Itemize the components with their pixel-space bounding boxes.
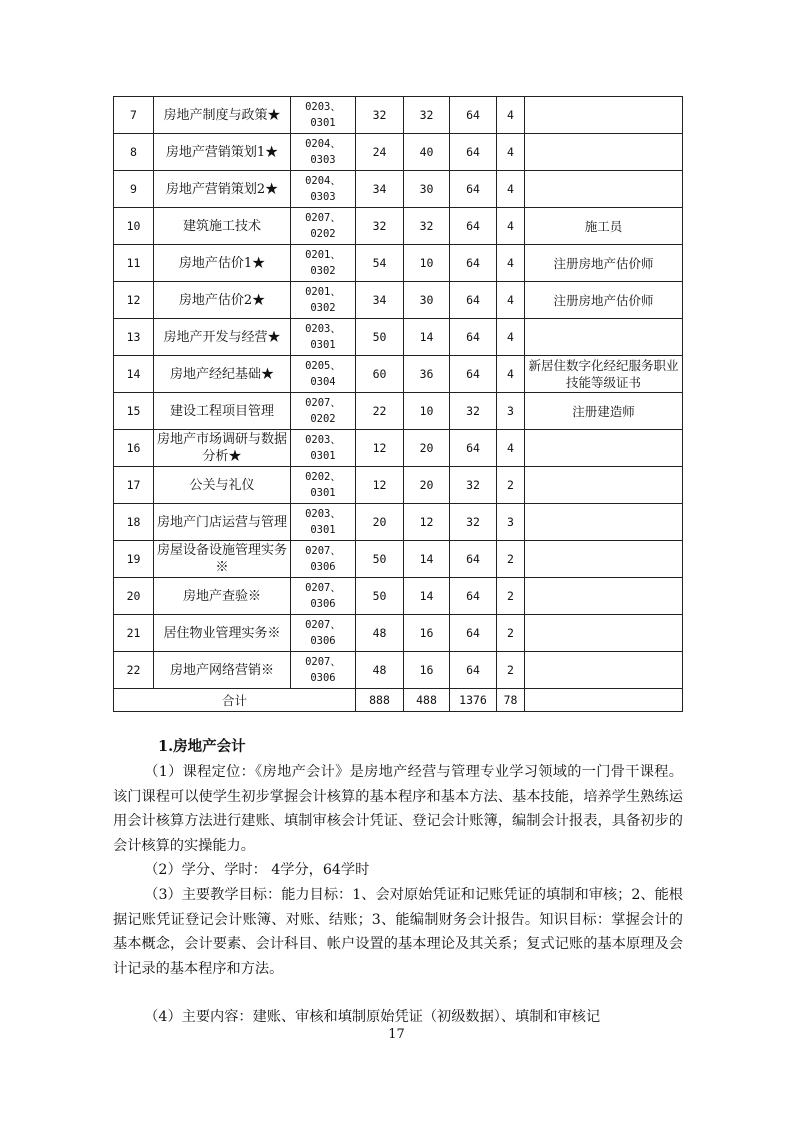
- total-hours-cell: 32: [450, 467, 497, 504]
- code-line-1: 0207、: [305, 397, 341, 409]
- row-number-cell: 7: [114, 97, 154, 134]
- code-line-2: 0303: [310, 154, 336, 166]
- code-line-2: 0301: [310, 487, 336, 499]
- row-number-cell: 19: [114, 541, 154, 578]
- course-name-cell: 房地产营销策划1★: [154, 134, 291, 171]
- course-name-cell: 房地产营销策划2★: [154, 171, 291, 208]
- practice-hours-cell: 16: [404, 615, 450, 652]
- total-hours-cell: 64: [450, 356, 497, 393]
- certificate-cell: 注册房地产估价师: [525, 245, 683, 282]
- course-name-cell: 房屋设备设施管理实务※: [154, 541, 291, 578]
- course-name-cell: 房地产门店运营与管理: [154, 504, 291, 541]
- table-row: [114, 319, 683, 356]
- practice-hours-cell: 12: [404, 504, 450, 541]
- row-number-cell: 15: [114, 393, 154, 430]
- total-hours-cell: 64: [450, 578, 497, 615]
- code-cell: [291, 541, 356, 578]
- course-name-cell: 房地产经纪基础★: [154, 356, 291, 393]
- total-row: [114, 689, 683, 712]
- code-line-2: 0301: [310, 524, 336, 536]
- certificate-cell: [525, 171, 683, 208]
- code-cell: [291, 356, 356, 393]
- theory-hours-cell: 22: [356, 393, 404, 430]
- row-number-cell: 16: [114, 430, 154, 467]
- course-name-cell: 房地产网络营销※: [154, 652, 291, 689]
- credits-cell: 4: [497, 97, 525, 134]
- theory-hours-cell: 32: [356, 208, 404, 245]
- course-name-cell: 房地产制度与政策★: [154, 97, 291, 134]
- code-line-2: 0302: [310, 302, 336, 314]
- row-number-cell: 22: [114, 652, 154, 689]
- code-cell: [291, 652, 356, 689]
- practice-hours-cell: 14: [404, 319, 450, 356]
- total-hours-cell: 64: [450, 430, 497, 467]
- credits-cell: 4: [497, 319, 525, 356]
- credits-cell: 2: [497, 467, 525, 504]
- code-cell: [291, 504, 356, 541]
- code-line-1: 0203、: [305, 508, 341, 520]
- course-name-cell: 建筑施工技术: [154, 208, 291, 245]
- theory-hours-cell: 24: [356, 134, 404, 171]
- practice-hours-cell: 40: [404, 134, 450, 171]
- course-name-cell: 居住物业管理实务※: [154, 615, 291, 652]
- practice-hours-cell: 10: [404, 245, 450, 282]
- code-line-2: 0304: [310, 376, 336, 388]
- total-theory-cell: 888: [356, 689, 404, 712]
- certificate-cell: 新居住数字化经纪服务职业技能等级证书: [525, 356, 683, 393]
- practice-hours-cell: 36: [404, 356, 450, 393]
- credits-cell: 2: [497, 541, 525, 578]
- practice-hours-cell: 30: [404, 171, 450, 208]
- row-number-cell: 10: [114, 208, 154, 245]
- code-line-1: 0203、: [305, 434, 341, 446]
- table-row: [114, 282, 683, 319]
- course-positioning-paragraph: （1）课程定位：《房地产会计》是房地产经营与管理专业学习领域的一门骨干课程。该门课程可以使学生初步掌握会计核算的基本程序和基本方法、基本技能，培养学生熟练运用会计核算方法进行建账、填制审核会计凭证、登记会计账簿，编制会计报表，具备初步的会计核算的实操能力。: [113, 764, 683, 854]
- code-line-1: 0204、: [305, 175, 341, 187]
- table-row: [114, 430, 683, 467]
- course-name-cell: 房地产市场调研与数据分析★: [154, 430, 291, 467]
- theory-hours-cell: 32: [356, 97, 404, 134]
- certificate-cell: [525, 615, 683, 652]
- credits-cell: 3: [497, 504, 525, 541]
- certificate-cell: 施工员: [525, 208, 683, 245]
- total-label-cell: 合计: [114, 689, 356, 712]
- row-number-cell: 17: [114, 467, 154, 504]
- theory-hours-cell: 50: [356, 319, 404, 356]
- code-line-1: 0207、: [305, 582, 341, 594]
- code-cell: [291, 578, 356, 615]
- table-row: [114, 134, 683, 171]
- theory-hours-cell: 34: [356, 282, 404, 319]
- total-hours-cell: 32: [450, 393, 497, 430]
- credits-cell: 4: [497, 245, 525, 282]
- theory-hours-cell: 50: [356, 541, 404, 578]
- course-name-cell: 房地产查验※: [154, 578, 291, 615]
- code-line-2: 0306: [310, 561, 336, 573]
- row-number-cell: 14: [114, 356, 154, 393]
- practice-hours-cell: 32: [404, 208, 450, 245]
- theory-hours-cell: 34: [356, 171, 404, 208]
- table-row: [114, 578, 683, 615]
- total-hours-cell: 64: [450, 652, 497, 689]
- code-line-2: 0306: [310, 672, 336, 684]
- row-number-cell: 8: [114, 134, 154, 171]
- certificate-cell: [525, 319, 683, 356]
- code-line-2: 0301: [310, 339, 336, 351]
- code-cell: [291, 319, 356, 356]
- practice-hours-cell: 30: [404, 282, 450, 319]
- total-hours-cell: 64: [450, 208, 497, 245]
- code-cell: [291, 171, 356, 208]
- total-hours-cell: 64: [450, 282, 497, 319]
- code-cell: [291, 430, 356, 467]
- credits-cell: 4: [497, 171, 525, 208]
- credits-cell: 2: [497, 615, 525, 652]
- code-cell: [291, 97, 356, 134]
- total-hours-cell: 64: [450, 541, 497, 578]
- code-line-1: 0205、: [305, 360, 341, 372]
- certificate-cell: 注册建造师: [525, 393, 683, 430]
- course-name-cell: 公关与礼仪: [154, 467, 291, 504]
- table-row: [114, 97, 683, 134]
- credits-cell: 2: [497, 652, 525, 689]
- practice-hours-cell: 20: [404, 467, 450, 504]
- code-line-2: 0303: [310, 191, 336, 203]
- credits-cell: 4: [497, 134, 525, 171]
- total-hours-cell: 32: [450, 504, 497, 541]
- row-number-cell: 12: [114, 282, 154, 319]
- code-line-1: 0207、: [305, 619, 341, 631]
- credits-cell: 4: [497, 282, 525, 319]
- credits-cell: 2: [497, 578, 525, 615]
- certificate-cell: [525, 134, 683, 171]
- practice-hours-cell: 10: [404, 393, 450, 430]
- row-number-cell: 21: [114, 615, 154, 652]
- course-table: [113, 96, 683, 712]
- total-hours-sum-cell: 1376: [450, 689, 497, 712]
- total-certificate-cell: [525, 689, 683, 712]
- credits-cell: 3: [497, 393, 525, 430]
- code-line-2: 0301: [310, 117, 336, 129]
- code-cell: [291, 615, 356, 652]
- total-credits-cell: 78: [497, 689, 525, 712]
- certificate-cell: 注册房地产估价师: [525, 282, 683, 319]
- credits-hours-paragraph: （2）学分、学时： 4学分，64学时: [144, 862, 370, 878]
- code-line-1: 0203、: [305, 101, 341, 113]
- code-line-1: 0201、: [305, 286, 341, 298]
- credits-cell: 4: [497, 430, 525, 467]
- total-hours-cell: 64: [450, 319, 497, 356]
- code-cell: [291, 467, 356, 504]
- table-row: [114, 171, 683, 208]
- code-line-1: 0207、: [305, 545, 341, 557]
- code-line-1: 0207、: [305, 656, 341, 668]
- code-cell: [291, 393, 356, 430]
- code-line-2: 0301: [310, 450, 336, 462]
- practice-hours-cell: 14: [404, 578, 450, 615]
- table-row: [114, 541, 683, 578]
- course-name-cell: 房地产开发与经营★: [154, 319, 291, 356]
- table-row: [114, 615, 683, 652]
- main-content-paragraph: （4）主要内容：建账、审核和填制原始凭证（初级数据）、填制和审核记: [144, 1009, 601, 1025]
- row-number-cell: 11: [114, 245, 154, 282]
- total-hours-cell: 64: [450, 171, 497, 208]
- course-table-body: [114, 97, 683, 712]
- code-line-1: 0203、: [305, 323, 341, 335]
- practice-hours-cell: 32: [404, 97, 450, 134]
- code-line-1: 0201、: [305, 249, 341, 261]
- course-name-cell: 房地产估价2★: [154, 282, 291, 319]
- table-row: [114, 245, 683, 282]
- theory-hours-cell: 48: [356, 652, 404, 689]
- total-practice-cell: 488: [404, 689, 450, 712]
- credits-cell: 4: [497, 208, 525, 245]
- theory-hours-cell: 48: [356, 615, 404, 652]
- theory-hours-cell: 20: [356, 504, 404, 541]
- code-line-2: 0202: [310, 413, 336, 425]
- section-heading: 1.房地产会计: [158, 738, 246, 755]
- code-line-2: 0202: [310, 228, 336, 240]
- practice-hours-cell: 14: [404, 541, 450, 578]
- course-name-cell: 房地产估价1★: [154, 245, 291, 282]
- row-number-cell: 9: [114, 171, 154, 208]
- table-row: [114, 652, 683, 689]
- row-number-cell: 18: [114, 504, 154, 541]
- code-cell: [291, 208, 356, 245]
- code-cell: [291, 282, 356, 319]
- code-line-2: 0306: [310, 598, 336, 610]
- table-row: [114, 356, 683, 393]
- theory-hours-cell: 54: [356, 245, 404, 282]
- table-row: [114, 504, 683, 541]
- theory-hours-cell: 50: [356, 578, 404, 615]
- certificate-cell: [525, 467, 683, 504]
- code-line-1: 0207、: [305, 212, 341, 224]
- row-number-cell: 20: [114, 578, 154, 615]
- practice-hours-cell: 16: [404, 652, 450, 689]
- certificate-cell: [525, 504, 683, 541]
- code-cell: [291, 134, 356, 171]
- code-line-2: 0302: [310, 265, 336, 277]
- table-row: [114, 393, 683, 430]
- practice-hours-cell: 20: [404, 430, 450, 467]
- code-line-1: 0202、: [305, 471, 341, 483]
- total-hours-cell: 64: [450, 615, 497, 652]
- theory-hours-cell: 12: [356, 467, 404, 504]
- credits-cell: 4: [497, 356, 525, 393]
- code-cell: [291, 245, 356, 282]
- certificate-cell: [525, 578, 683, 615]
- course-name-cell: 建设工程项目管理: [154, 393, 291, 430]
- total-hours-cell: 64: [450, 134, 497, 171]
- table-row: [114, 467, 683, 504]
- certificate-cell: [525, 97, 683, 134]
- theory-hours-cell: 12: [356, 430, 404, 467]
- total-hours-cell: 64: [450, 97, 497, 134]
- certificate-cell: [525, 652, 683, 689]
- total-hours-cell: 64: [450, 245, 497, 282]
- page-number: 17: [388, 1027, 405, 1042]
- certificate-cell: [525, 430, 683, 467]
- teaching-objectives-paragraph: （3）主要教学目标：能力目标：1、会对原始凭证和记账凭证的填制和审核；2、能根据记账凭证登记会计账簿、对账、结账；3、能编制财务会计报告。知识目标：掌握会计的基本概念，会计要素、会计科目、帐户设置的基本理论及其关系；复式记账的基本原理及会计记录的基本程序和方法。: [113, 887, 683, 977]
- row-number-cell: 13: [114, 319, 154, 356]
- code-line-1: 0204、: [305, 138, 341, 150]
- code-line-2: 0306: [310, 635, 336, 647]
- table-row: [114, 208, 683, 245]
- theory-hours-cell: 60: [356, 356, 404, 393]
- certificate-cell: [525, 541, 683, 578]
